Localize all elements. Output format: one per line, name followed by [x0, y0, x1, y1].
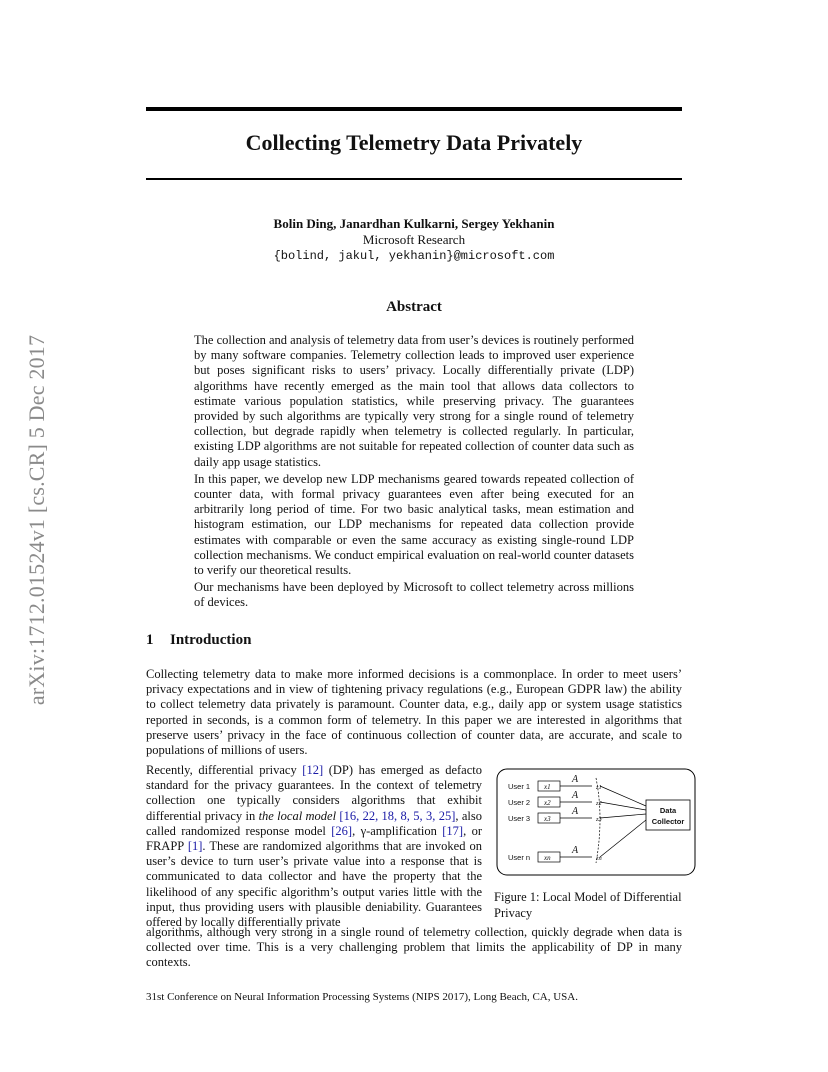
abstract-paragraph: In this paper, we develop new LDP mechanisms geared towards repeated collection of counter data, with formal privacy guarantees even after being executed for an arbitrarily long period of time. For two basic analytical tasks, mean estimation and histogram estimation, our LDP mechanisms for repeated data collection provide estimates with comparable or even the same accuracy as existing single-round LDP collection mechanisms. We conduct empirical evaluation on real-world counter datasets to verify our theoretical results. — [194, 471, 634, 578]
affiliation: Microsoft Research — [362, 232, 466, 247]
section-number: 1 — [146, 632, 154, 648]
collector-label-line1: Data — [659, 806, 677, 815]
arxiv-watermark — [22, 290, 52, 750]
citation-link[interactable]: [1] — [187, 839, 203, 854]
collector-label-line2: Collector — [651, 817, 685, 826]
abstract-heading: Abstract — [386, 299, 442, 315]
user-label-3: User 3 — [508, 814, 531, 823]
citation-link[interactable]: [16, 22, 18, 8, 5, 3, 25] — [336, 808, 456, 823]
intro-paragraph: algorithms, although very strong in a single round of telemetry collection, quickly degrade when data is collected over time. This is a very challenging problem that limits the applicability of DP in many contexts. — [146, 925, 682, 970]
output-value-3: z3 — [596, 816, 602, 823]
figure-caption: Figure 1: Local Model of Differential Privacy — [494, 890, 682, 920]
input-value-n: xn — [544, 854, 551, 862]
author-names: Bolin Ding, Janardhan Kulkarni, Sergey Yekhanin — [273, 216, 555, 231]
output-value-n: zn — [596, 855, 602, 862]
section-title: Introduction — [170, 632, 252, 648]
abstract-body — [194, 333, 634, 613]
paper-title: Collecting Telemetry Data Privately — [245, 130, 583, 155]
local-model-figure — [496, 768, 696, 876]
algorithm-label: A — [572, 845, 579, 856]
citation-link[interactable]: [12] — [302, 763, 324, 777]
author-block — [146, 216, 682, 264]
algorithm-label: A — [572, 790, 579, 801]
algorithm-label: A — [572, 774, 579, 785]
input-value-3: x3 — [544, 815, 551, 823]
abstract-paragraph: The collection and analysis of telemetry data from user’s devices is routinely performed by many software companies. Telemetry collection leads to improved user experience but poses significant risks to users’ privacy. Locally differentially private (LDP) algorithms have recently emerged as the main tool that allows data collectors to estimate various population statistics, while preserving privacy. The guarantees provided by such algorithms are typically very strong for a single round of telemetry collection, but degrade rapidly when telemetry is collected regularly. In particular, existing LDP algorithms are not suitable for repeated collection of counter data such as daily app usage statistics. — [194, 333, 634, 469]
arxiv-id: arXiv:1712.01524v1 [cs.CR] 5 Dec 2017 — [24, 334, 49, 706]
input-value-2: x2 — [544, 799, 551, 807]
user-label-n: User n — [508, 853, 531, 862]
conference-footnote: 31st Conference on Neural Information Processing Systems (NIPS 2017), Long Beach, CA, USA. — [146, 991, 578, 1003]
output-value-2: z2 — [596, 800, 602, 807]
citation-link[interactable]: [17] — [442, 823, 464, 838]
intro-paragraph: Collecting telemetry data to make more informed decisions is a commonplace. In order to meet users’ privacy expectations and in view of tightening privacy regulations (e.g., European GDPR law) the ability to collect telemetry data privately is paramount. Counter data, e.g., daily app or system usage statistics reported in seconds, is a common form of telemetry. In this paper we are interested in algorithms that preserve users’ privacy in the face of continuous collection of counter data, are accurate, and scale to populations of millions of users. — [146, 667, 682, 758]
citation-link[interactable]: [26] — [331, 823, 353, 838]
title-rule-top — [146, 107, 682, 111]
collector-arrow — [600, 814, 646, 818]
abstract-paragraph: Our mechanisms have been deployed by Microsoft to collect telemetry across millions of devices. — [194, 580, 634, 610]
output-value-1: z1 — [596, 784, 602, 791]
collector-arrow — [600, 820, 646, 857]
author-email: {bolind, jakul, yekhanin}@microsoft.com — [273, 249, 555, 263]
title-rule-bottom — [146, 178, 682, 180]
input-value-1: x1 — [544, 783, 551, 791]
user-label-1: User 1 — [508, 782, 531, 791]
section-heading — [146, 632, 251, 649]
user-label-2: User 2 — [508, 798, 531, 807]
algorithm-label: A — [572, 806, 579, 817]
intro-paragraph-wrapped: Recently, differential privacy [12] (DP) has emerged as defacto standard for the privacy guarantees. In the context of telemetry collection one typically considers algorithms that exhibit differential privacy in the local model [16, 22, 18, 8, 5, 3, 25], also called randomized response model [26], γ-amplification [17], or FRAPP [1]. These are randomized algorithms that are invoked on user’s device to turn user’s private value into a response that is communicated to data collector and have the property that the likelihood of any specific algorithm’s output varies little with the input, thus providing users with plausible deniability. Guarantees offered by locally differentially private — [146, 763, 482, 930]
